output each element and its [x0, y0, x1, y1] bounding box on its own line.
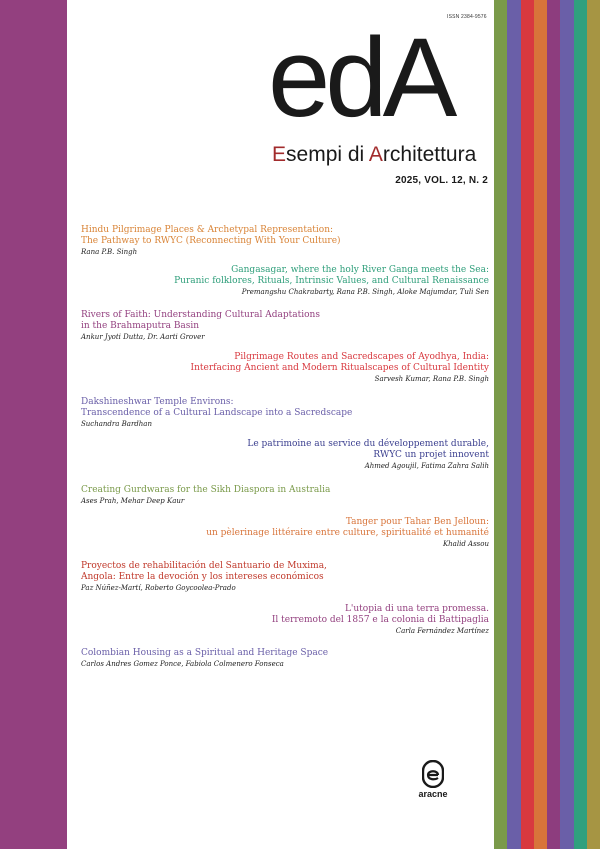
article-authors: Khalid Assou	[442, 540, 489, 548]
article-authors: Ases Prah, Mehar Deep Kaur	[81, 497, 185, 505]
article-authors: Paz Núñez-Martí, Roberto Goycoolea-Prado	[81, 584, 236, 592]
article-3	[81, 310, 320, 342]
article-authors: Premangshu Chakrabarty, Rana P.B. Singh, Aloke Majumdar, Tuli Sen	[241, 288, 489, 296]
color-stripe-3	[521, 0, 534, 849]
color-stripe-5	[547, 0, 560, 849]
color-stripe-8	[587, 0, 600, 849]
article-authors: Carlos Andres Gomez Ponce, Fabiola Colmenero Fonseca	[81, 660, 284, 668]
article-title-line: Pilgrimage Routes and Sacredscapes of Ayodhya, India:	[234, 352, 489, 362]
article-title-line: Le patrimoine au service du développement durable,	[247, 439, 489, 449]
article-title-line: un pèlerinage littéraire entre culture, spiritualité et humanité	[206, 528, 489, 538]
article-title-line: Rivers of Faith: Understanding Cultural Adaptations	[81, 310, 320, 320]
color-stripe-1	[494, 0, 507, 849]
article-6	[247, 439, 489, 471]
article-1	[81, 225, 341, 257]
article-7	[81, 485, 330, 506]
article-title-line: Tanger pour Tahar Ben Jelloun:	[345, 517, 489, 527]
article-title-line: Angola: Entre la devoción y los intereses económicos	[81, 572, 324, 582]
article-5	[81, 397, 352, 429]
article-title-line: Transcendence of a Cultural Landscape into a Sacredscape	[81, 408, 353, 418]
color-stripe-6	[560, 0, 573, 849]
article-4	[191, 352, 489, 384]
article-title-line: Hindu Pilgrimage Places & Archetypal Representation:	[81, 225, 334, 235]
article-authors: Carla Fernández Martínez	[395, 627, 489, 635]
article-title-line: Dakshineshwar Temple Environs:	[81, 397, 234, 407]
subtitle-part-1: sempi di	[286, 143, 369, 166]
subtitle-initial-a: A	[368, 143, 383, 166]
color-stripe-7	[574, 0, 587, 849]
article-title-line: RWYC un projet innovent	[373, 450, 489, 460]
aracne-logo-icon	[422, 760, 444, 788]
article-11	[81, 648, 328, 669]
issue-info: 2025, VOL. 12, N. 2	[395, 175, 488, 186]
article-title-line: Colombian Housing as a Spiritual and Heritage Space	[81, 648, 329, 658]
article-authors: Ahmed Agoujil, Fatima Zahra Salih	[364, 462, 489, 470]
article-title-line: in the Brahmaputra Basin	[81, 321, 200, 331]
color-stripe-4	[534, 0, 547, 849]
publisher-logo	[412, 760, 454, 799]
article-8	[206, 517, 489, 549]
article-title-line: The Pathway to RWYC (Reconnecting With Your Culture)	[81, 236, 341, 246]
article-authors: Ankur Jyoti Dutta, Dr. Aarti Grover	[81, 333, 205, 341]
article-10	[272, 604, 489, 636]
color-stripes	[494, 0, 600, 849]
article-title-line: Puranic folklores, Rituals, Intrinsic Values, and Cultural Renaissance	[174, 276, 489, 286]
article-2	[174, 265, 489, 297]
journal-logo: edA	[268, 15, 453, 140]
article-title-line: Proyectos de rehabilitación del Santuario de Muxima,	[81, 561, 327, 571]
subtitle-initial-e: E	[272, 143, 287, 166]
article-authors: Rana P.B. Singh	[81, 248, 138, 256]
publisher-name: aracne	[418, 789, 448, 799]
article-title-line: Creating Gurdwaras for the Sikh Diaspora in Australia	[81, 485, 331, 495]
article-9	[81, 561, 327, 593]
subtitle-part-2: rchitettura	[382, 143, 477, 166]
article-title-line: Interfacing Ancient and Modern Ritualscapes of Cultural Identity	[190, 363, 489, 373]
article-authors: Suchandra Bardhan	[81, 420, 152, 428]
color-stripe-2	[507, 0, 520, 849]
article-title-line: Gangasagar, where the holy River Ganga meets the Sea:	[231, 265, 489, 275]
journal-subtitle	[272, 143, 476, 167]
article-authors: Sarvesh Kumar, Rana P.B. Singh	[374, 375, 489, 383]
article-title-line: Il terremoto del 1857 e la colonia di Battipaglia	[271, 615, 489, 625]
article-title-line: L'utopia di una terra promessa.	[344, 604, 489, 614]
issn: ISSN 2384-9576	[447, 14, 487, 20]
left-color-band	[0, 0, 67, 849]
